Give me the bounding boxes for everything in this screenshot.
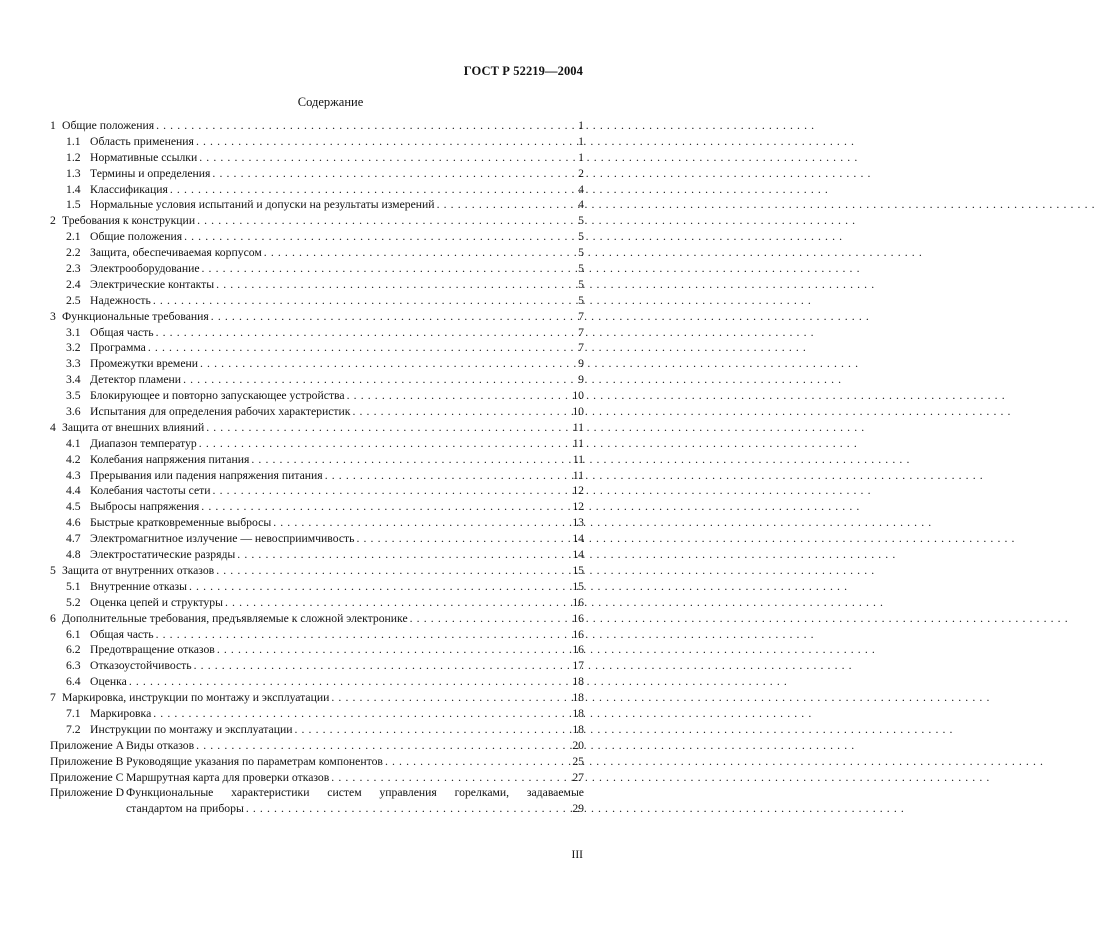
toc-entry-title: Детектор пламени	[90, 373, 182, 387]
toc-entry[interactable]	[50, 134, 584, 150]
appendix-title: Функциональные характеристики систем управления горелками, задаваемые	[126, 786, 584, 800]
toc-entry-title: Классификация	[90, 182, 168, 196]
dot-leader	[153, 706, 570, 722]
toc-entry-title: Общая часть	[90, 627, 154, 641]
dot-leader	[217, 642, 570, 658]
appendix-prefix: Приложение С	[50, 770, 124, 784]
toc-entry-title: Испытания для определения рабочих характеристик	[90, 405, 351, 419]
toc-entry-page: 11	[572, 420, 584, 434]
toc-entry[interactable]	[50, 483, 584, 499]
dot-leader	[196, 738, 570, 754]
toc-entry-number: 6.3	[66, 659, 81, 673]
toc-entry-number: 2.2	[66, 246, 81, 260]
dot-leader	[212, 166, 570, 182]
toc-entry-title: Надежность	[90, 293, 151, 307]
toc-entry-page: 18	[572, 675, 584, 689]
toc-entry-title: Отказоустойчивость	[90, 659, 192, 673]
toc-entry-page: 1	[578, 119, 584, 132]
toc-entry-number: 5.2	[66, 595, 81, 609]
dot-leader	[202, 261, 570, 277]
dot-leader	[211, 309, 570, 325]
toc-entry-title: Защита от внешних влияний	[62, 420, 205, 434]
appendix-entry[interactable]	[50, 785, 584, 817]
dot-leader	[129, 674, 570, 690]
toc-entry[interactable]	[50, 404, 584, 420]
toc-entry-page: 18	[572, 722, 584, 736]
toc-entry-number: 2.1	[66, 230, 81, 244]
toc-entry-number: 5.1	[66, 579, 81, 593]
toc-entry-title: Быстрые кратковременные выбросы	[90, 516, 272, 530]
toc-entry-page: 11	[572, 468, 584, 482]
toc-entry-number: 3.6	[66, 405, 81, 419]
toc-entry-number: 2.3	[66, 262, 81, 276]
toc-entry-title: Диапазон температур	[90, 436, 197, 450]
toc-entry-number: 1.4	[66, 182, 81, 196]
toc-entry-number: 4.1	[66, 436, 81, 450]
toc-entry[interactable]	[50, 166, 584, 182]
toc-entry-title: Функциональные требования	[62, 309, 209, 323]
toc-entry-number: 4.5	[66, 500, 81, 514]
toc-entry-page: 12	[572, 484, 584, 498]
toc-entry[interactable]	[50, 579, 584, 595]
toc-entry-page: 18	[572, 706, 584, 720]
standard-header: ГОСТ Р 52219—2004	[463, 64, 583, 78]
toc-entry-page: 15	[572, 579, 584, 593]
dot-leader	[196, 134, 570, 150]
appendix-page: 27	[572, 770, 584, 784]
dot-leader	[194, 658, 570, 674]
appendix-prefix: Приложение В	[50, 754, 124, 768]
toc-entry[interactable]	[50, 309, 584, 325]
dot-leader	[251, 452, 570, 468]
toc-entry-title: Электромагнитное излучение — невосприимчивость	[90, 532, 355, 546]
toc-entry[interactable]	[50, 722, 584, 738]
dot-leader	[183, 372, 570, 388]
toc-entry-number: 3.3	[66, 357, 81, 371]
toc-entry[interactable]	[50, 420, 584, 436]
toc-entry-title: Оценка	[90, 675, 127, 689]
dot-leader	[216, 563, 570, 579]
toc-entry-number: 7.1	[66, 706, 81, 720]
toc-entry[interactable]	[50, 277, 584, 293]
toc-entry-number: 3	[50, 309, 56, 323]
toc-entry-title: Общие положения	[62, 119, 155, 132]
toc-entry[interactable]	[50, 436, 584, 452]
toc-entry-number: 4.7	[66, 532, 81, 546]
toc-entry[interactable]	[50, 563, 584, 579]
toc-entry-title: Общая часть	[90, 325, 154, 339]
toc-entry-title: Защита от внутренних отказов	[62, 563, 215, 577]
dot-leader	[347, 388, 570, 404]
toc-entry-title: Требования к конструкции	[62, 214, 196, 228]
toc-entry-title: Колебания частоты сети	[90, 484, 211, 498]
toc-entry-number: 4.8	[66, 548, 81, 562]
toc-entry-number: 1.2	[66, 150, 81, 164]
toc-entry-page: 14	[572, 532, 584, 546]
dot-leader	[153, 293, 570, 309]
dot-leader	[331, 770, 570, 786]
toc-entry-page: 5	[578, 246, 584, 260]
toc-entry[interactable]	[50, 293, 584, 309]
dot-leader	[156, 118, 570, 134]
toc-entry-title: Предотвращение отказов	[90, 643, 215, 657]
toc-entry-page: 5	[578, 262, 584, 276]
toc-entry-title: Программа	[90, 341, 146, 355]
page-number: III	[571, 849, 583, 861]
toc-entry-title: Блокирующее и повторно запускающее устройства	[90, 389, 345, 403]
dot-leader	[170, 182, 570, 198]
toc-entry-number: 6.1	[66, 627, 81, 641]
appendix-prefix: Приложение D	[50, 786, 125, 800]
toc-entry-title: Электрооборудование	[90, 262, 200, 276]
dot-leader	[356, 531, 570, 547]
toc-entry-page: 9	[578, 373, 584, 387]
dot-leader	[201, 499, 570, 515]
toc-entry-page: 12	[572, 500, 584, 514]
toc-entry-number: 6.2	[66, 643, 81, 657]
toc-entry[interactable]	[50, 531, 584, 547]
toc-entry-title: Выбросы напряжения	[90, 500, 200, 514]
appendix-title: Руководящие указания по параметрам компонентов	[126, 754, 383, 768]
dot-leader	[225, 595, 570, 611]
toc-entry-number: 3.5	[66, 389, 81, 403]
toc-entry-number: 4	[50, 420, 56, 434]
toc-entry-title: Промежутки времени	[90, 357, 199, 371]
dot-leader	[246, 801, 570, 817]
appendix-title-continued: стандартом на приборы	[126, 802, 244, 816]
toc-title: Содержание	[297, 95, 364, 109]
toc-entry[interactable]	[50, 642, 584, 658]
toc-entry-title: Термины и определения	[90, 166, 211, 180]
toc-entry-number: 2	[50, 214, 56, 228]
appendix-entry[interactable]	[50, 770, 584, 786]
dot-leader	[213, 483, 570, 499]
toc-entry-page: 16	[572, 627, 584, 641]
dot-leader	[199, 150, 570, 166]
toc-entry-page: 13	[572, 516, 584, 530]
toc-entry[interactable]	[50, 197, 584, 213]
toc-entry-page: 5	[578, 214, 584, 228]
appendix-page: 29	[572, 802, 584, 816]
toc-entry-number: 3.2	[66, 341, 81, 355]
dot-leader	[237, 547, 570, 563]
dot-leader	[216, 277, 570, 293]
toc-entry-number: 4.2	[66, 452, 81, 466]
appendix-entry[interactable]	[50, 738, 584, 754]
toc-entry-title: Оценка цепей и структуры	[90, 595, 223, 609]
toc-entry-number: 5	[50, 563, 56, 577]
toc-entry-page: 5	[578, 230, 584, 244]
appendix-title: Виды отказов	[126, 738, 195, 752]
toc-entry-number: 7.2	[66, 722, 81, 736]
toc-entry[interactable]	[50, 372, 584, 388]
toc-entry-page: 14	[572, 548, 584, 562]
table-of-contents	[50, 118, 584, 817]
toc-entry-page: 10	[572, 389, 584, 403]
toc-entry[interactable]	[50, 229, 584, 245]
toc-entry-number: 7	[50, 691, 56, 705]
toc-entry-title: Нормативные ссылки	[90, 150, 198, 164]
toc-entry-number: 1	[50, 119, 56, 132]
toc-entry-page: 17	[572, 659, 584, 673]
toc-entry-title: Электростатические разряды	[90, 548, 236, 562]
toc-entry-page: 11	[572, 452, 584, 466]
toc-entry-number: 4.6	[66, 516, 81, 530]
toc-entry[interactable]	[50, 468, 584, 484]
toc-entry-number: 1.3	[66, 166, 81, 180]
appendix-page: 25	[572, 754, 584, 768]
toc-entry[interactable]	[50, 325, 584, 341]
toc-entry[interactable]	[50, 627, 584, 643]
toc-entry-title: Маркировка, инструкции по монтажу и эксплуатации	[62, 691, 330, 705]
toc-entry-title: Защита, обеспечиваемая корпусом	[90, 246, 262, 260]
toc-entry-title: Общие положения	[90, 230, 183, 244]
toc-entry[interactable]	[50, 611, 584, 627]
toc-entry[interactable]	[50, 245, 584, 261]
toc-entry[interactable]	[50, 118, 584, 134]
toc-entry-page: 16	[572, 643, 584, 657]
toc-entry-number: 6.4	[66, 675, 81, 689]
dot-leader	[200, 356, 570, 372]
dot-leader	[273, 515, 570, 531]
toc-entry-number: 2.5	[66, 293, 81, 307]
dot-leader	[184, 229, 570, 245]
toc-entry-title: Дополнительные требования, предъявляемые к сложной электронике	[62, 611, 408, 625]
dot-leader	[156, 627, 570, 643]
toc-entry-number: 6	[50, 611, 56, 625]
toc-entry-page: 11	[572, 436, 584, 450]
toc-entry[interactable]	[50, 595, 584, 611]
toc-entry-number: 3.4	[66, 373, 81, 387]
toc-entry-page: 2	[578, 166, 584, 180]
toc-entry[interactable]	[50, 213, 584, 229]
dot-leader	[264, 245, 570, 261]
toc-entry[interactable]	[50, 388, 584, 404]
toc-entry[interactable]	[50, 150, 584, 166]
toc-entry[interactable]	[50, 182, 584, 198]
toc-entry[interactable]	[50, 340, 584, 356]
toc-entry-number: 4.4	[66, 484, 81, 498]
dot-leader	[325, 468, 570, 484]
dot-leader	[352, 404, 570, 420]
dot-leader	[331, 690, 570, 706]
toc-entry[interactable]	[50, 690, 584, 706]
toc-entry-page: 5	[578, 277, 584, 291]
toc-entry-title: Колебания напряжения питания	[90, 452, 250, 466]
dot-leader	[189, 579, 570, 595]
dot-leader	[148, 340, 570, 356]
toc-entry[interactable]	[50, 658, 584, 674]
toc-entry-page: 7	[578, 325, 584, 339]
toc-entry-page: 18	[572, 691, 584, 705]
toc-entry[interactable]	[50, 547, 584, 563]
toc-entry-page: 5	[578, 293, 584, 307]
toc-entry-page: 1	[578, 150, 584, 164]
toc-entry-page: 1	[578, 134, 584, 148]
toc-entry-page: 4	[578, 182, 584, 196]
appendix-prefix: Приложение А	[50, 738, 125, 752]
toc-entry-number: 4.3	[66, 468, 81, 482]
toc-entry-page: 7	[578, 309, 584, 323]
toc-entry-number: 3.1	[66, 325, 81, 339]
dot-leader	[197, 213, 570, 229]
dot-leader	[206, 420, 570, 436]
toc-entry-page: 4	[578, 198, 584, 212]
toc-entry-title: Внутренние отказы	[90, 579, 188, 593]
toc-entry[interactable]	[50, 452, 584, 468]
dot-leader	[156, 325, 570, 341]
toc-entry[interactable]	[50, 261, 584, 277]
toc-entry-title: Область применения	[90, 134, 194, 148]
toc-entry[interactable]	[50, 674, 584, 690]
toc-entry[interactable]	[50, 499, 584, 515]
toc-entry-title: Нормальные условия испытаний и допуски на результаты измерений	[90, 198, 435, 212]
toc-entry[interactable]	[50, 706, 584, 722]
dot-leader	[437, 197, 570, 213]
toc-entry-title: Электрические контакты	[90, 277, 215, 291]
toc-entry-page: 15	[572, 563, 584, 577]
toc-entry-number: 2.4	[66, 277, 81, 291]
appendix-entry[interactable]	[50, 754, 584, 770]
toc-entry-page: 16	[572, 595, 584, 609]
dot-leader	[410, 611, 570, 627]
toc-entry-title: Маркировка	[90, 706, 152, 720]
appendix-title: Маршрутная карта для проверки отказов	[126, 770, 330, 784]
toc-entry[interactable]	[50, 356, 584, 372]
toc-entry-page: 10	[572, 405, 584, 419]
dot-leader	[199, 436, 570, 452]
appendix-page: 20	[572, 738, 584, 752]
toc-entry-number: 1.5	[66, 198, 81, 212]
toc-entry[interactable]	[50, 515, 584, 531]
toc-entry-number: 1.1	[66, 134, 81, 148]
dot-leader	[385, 754, 570, 770]
toc-entry-page: 9	[578, 357, 584, 371]
toc-entry-title: Инструкции по монтажу и эксплуатации	[90, 722, 293, 736]
toc-entry-page: 16	[572, 611, 584, 625]
toc-entry-title: Прерывания или падения напряжения питания	[90, 468, 323, 482]
dot-leader	[294, 722, 570, 738]
toc-entry-page: 7	[578, 341, 584, 355]
